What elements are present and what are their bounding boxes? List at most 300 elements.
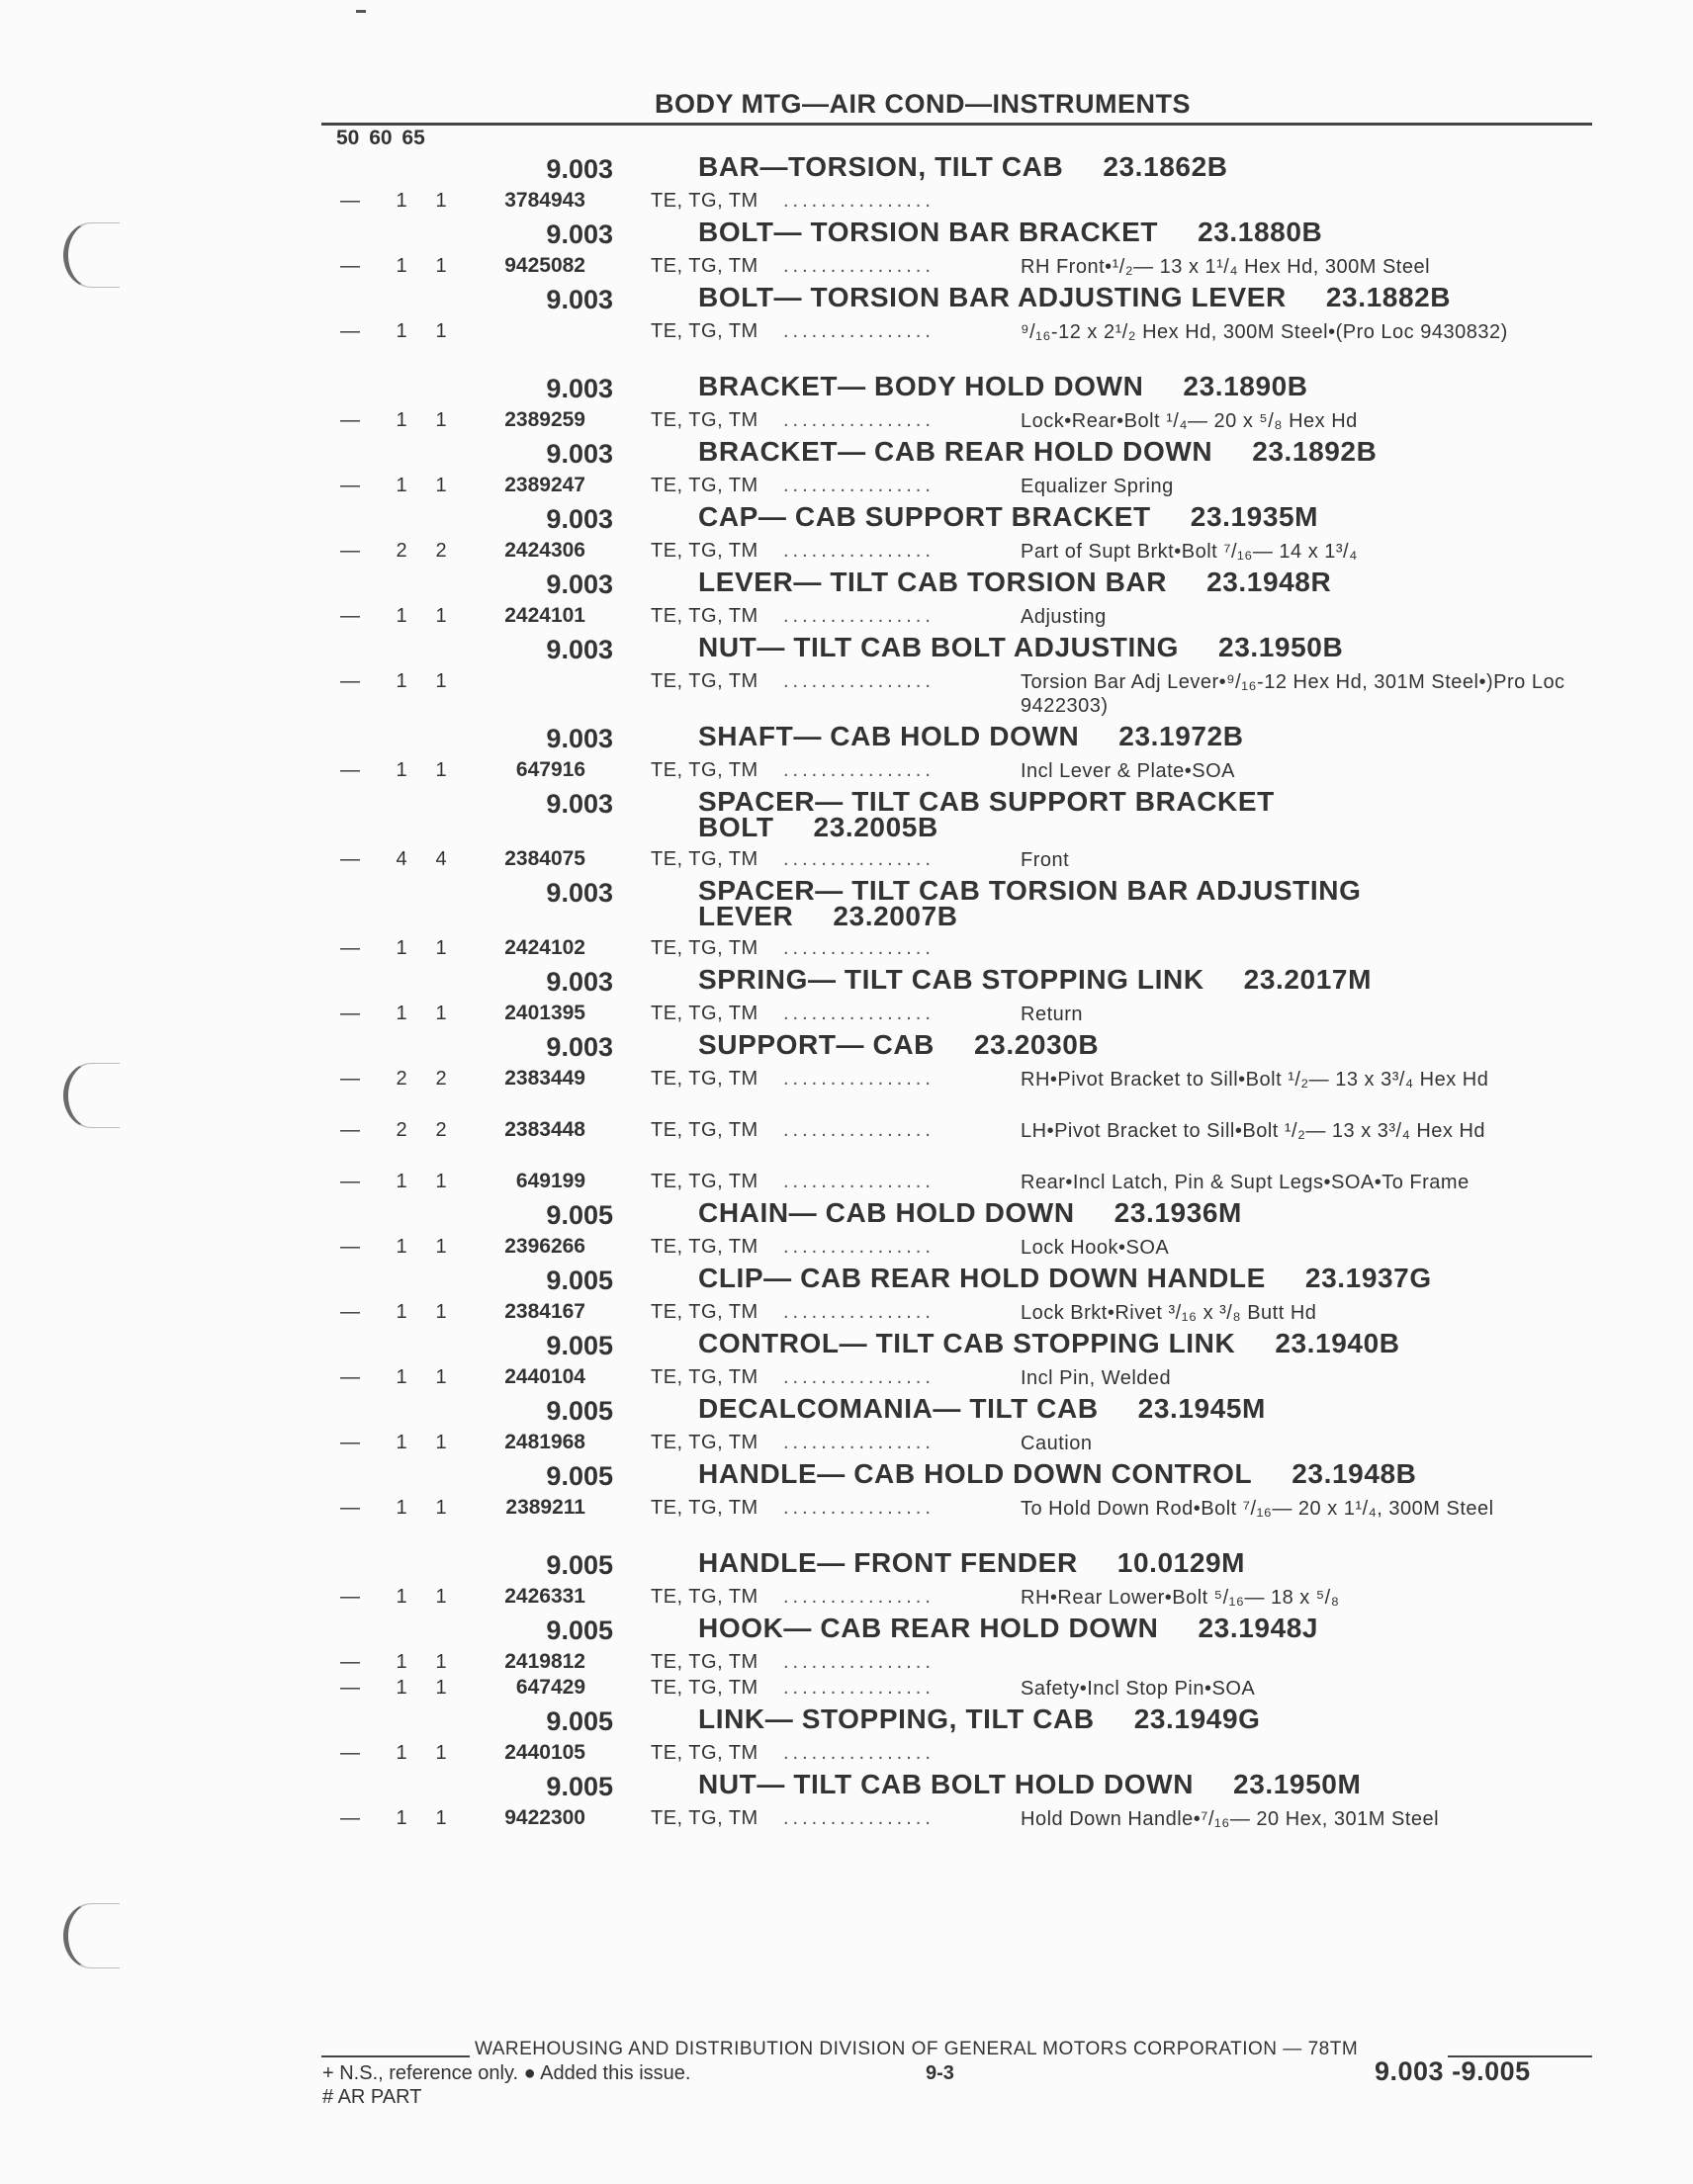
group-ref-number: 23.1880B [1198, 217, 1323, 247]
group-ref-number: 23.2017M [1243, 964, 1372, 995]
part-row [336, 844, 1592, 872]
part-number: 2389259 [504, 408, 585, 431]
group-ref-number: 23.1950B [1218, 632, 1344, 662]
leader-dots: ................ [783, 1677, 935, 1699]
model-codes: TE, TG, TM [651, 1236, 758, 1258]
group-ref-number: 23.1950M [1233, 1769, 1362, 1799]
part-row [336, 405, 1592, 433]
part-number: 2383449 [504, 1067, 585, 1090]
model-codes: TE, TG, TM [651, 255, 758, 277]
group-code: 9.003 [546, 219, 613, 249]
qty-col-65: 1 [435, 1497, 447, 1519]
code-range: 9.003 -9.005 [1375, 2056, 1531, 2086]
qty-col-60: 1 [396, 475, 407, 496]
qty-col-60: 1 [396, 1003, 407, 1024]
model-codes: TE, TG, TM [651, 1497, 758, 1519]
part-description: Caution [1021, 1433, 1093, 1454]
qty-col-65: 1 [435, 605, 447, 627]
group-code: 9.005 [546, 1266, 613, 1295]
qty-col-50: — [340, 1677, 360, 1699]
group-heading [336, 718, 1592, 755]
qty-col-60: 2 [396, 540, 407, 562]
group-heading [336, 629, 1592, 666]
group-ref-number: 23.1948J [1198, 1613, 1319, 1643]
part-row [336, 933, 1592, 961]
group-heading [336, 498, 1592, 536]
page-number: 9-3 [926, 2062, 954, 2084]
part-row [336, 666, 1592, 718]
model-codes: TE, TG, TM [651, 1068, 758, 1090]
group-code: 9.003 [546, 154, 613, 184]
qty-col-60: 1 [396, 1677, 407, 1699]
part-description: Return [1021, 1004, 1084, 1025]
group-heading [336, 564, 1592, 601]
group-ref-number: 23.2007B [833, 901, 958, 931]
group-name [698, 1029, 1559, 1060]
leader-dots: ................ [783, 540, 935, 562]
qty-col-60: 1 [396, 1171, 407, 1192]
part-number: 2419812 [504, 1650, 585, 1673]
group-name-text: SPACER— TILT CAB TORSION BAR ADJUSTING LEVER [698, 875, 1362, 931]
part-number: 2384075 [504, 847, 585, 870]
group-name-text: NUT— TILT CAB BOLT HOLD DOWN [698, 1769, 1195, 1799]
qty-col-60: 1 [396, 190, 407, 212]
part-description: Adjusting [1021, 606, 1107, 628]
part-number: 2383448 [504, 1118, 585, 1141]
part-description: Incl Lever & Plate•SOA [1021, 760, 1235, 782]
qty-col-65: 1 [435, 1171, 447, 1192]
leader-dots: ................ [783, 1586, 935, 1608]
qty-col-65: 1 [435, 190, 447, 212]
group-ref-number: 23.1940B [1275, 1328, 1400, 1358]
binder-hole-middle [63, 1063, 120, 1128]
model-codes: TE, TG, TM [651, 759, 758, 781]
leader-dots: ................ [783, 475, 935, 496]
qty-col-60: 1 [396, 670, 407, 692]
leader-dots: ................ [783, 1651, 935, 1673]
part-row [336, 1115, 1592, 1167]
part-number: 2481968 [504, 1431, 585, 1453]
group-name [698, 1197, 1559, 1228]
group-heading [336, 148, 1592, 186]
model-codes: TE, TG, TM [651, 475, 758, 496]
part-description: Lock•Rear•Bolt ¹/₄— 20 x ⁵/₈ Hex Hd [1021, 410, 1358, 432]
model-codes: TE, TG, TM [651, 1742, 758, 1764]
part-number: 2384167 [504, 1300, 585, 1323]
group-heading [336, 961, 1592, 999]
qty-col-50: — [340, 1432, 360, 1453]
qty-col-60: 2 [396, 1119, 407, 1141]
group-name [698, 1547, 1559, 1578]
group-name [698, 371, 1559, 401]
part-description: RH•Rear Lower•Bolt ⁵/₁₆— 18 x ⁵/₈ [1021, 1587, 1340, 1609]
leader-dots: ................ [783, 759, 935, 781]
qty-col-60: 2 [396, 1068, 407, 1090]
part-description: Hold Down Handle•⁷/₁₆— 20 Hex, 301M Steel [1021, 1808, 1440, 1830]
group-name [698, 1613, 1559, 1643]
part-number: 2401395 [504, 1002, 585, 1024]
model-codes: TE, TG, TM [651, 1301, 758, 1323]
footer-publisher: WAREHOUSING AND DISTRIBUTION DIVISION OF GENERAL MOTORS CORPORATION — 78TM [475, 2039, 1359, 2059]
qty-col-60: 1 [396, 1651, 407, 1673]
leader-dots: ................ [783, 1003, 935, 1024]
part-description: Equalizer Spring [1021, 476, 1174, 497]
group-code: 9.005 [546, 1772, 613, 1801]
leader-dots: ................ [783, 1432, 935, 1453]
group-ref-number: 23.1948R [1206, 567, 1332, 597]
group-ref-number: 23.1937G [1304, 1263, 1432, 1293]
group-name-text: LEVER— TILT CAB TORSION BAR [698, 567, 1168, 597]
qty-col-50: — [340, 1497, 360, 1519]
group-heading [336, 368, 1592, 405]
part-description: Rear•Incl Latch, Pin & Supt Legs•SOA•To Frame [1021, 1172, 1470, 1193]
leader-dots: ................ [783, 190, 935, 212]
leader-dots: ................ [783, 605, 935, 627]
qty-col-60: 1 [396, 759, 407, 781]
group-ref-number: 23.1890B [1183, 371, 1308, 401]
qty-col-65: 2 [435, 540, 447, 562]
group-name [698, 282, 1559, 312]
model-codes: TE, TG, TM [651, 1171, 758, 1192]
group-heading [336, 1260, 1592, 1297]
part-number: 2424306 [504, 539, 585, 562]
group-code: 9.003 [546, 724, 613, 753]
parts-list [336, 148, 1592, 1831]
group-ref-number: 23.1945M [1137, 1393, 1266, 1424]
leader-dots: ................ [783, 1301, 935, 1323]
group-ref-number: 23.1892B [1252, 436, 1378, 467]
group-name [698, 786, 1559, 842]
qty-col-50: — [340, 475, 360, 496]
part-row [336, 536, 1592, 564]
model-codes: TE, TG, TM [651, 1677, 758, 1699]
model-codes: TE, TG, TM [651, 540, 758, 562]
qty-col-65: 1 [435, 1236, 447, 1258]
part-row [336, 186, 1592, 214]
group-code: 9.003 [546, 878, 613, 908]
part-row [336, 1582, 1592, 1610]
qty-col-50: — [340, 1119, 360, 1141]
leader-dots: ................ [783, 670, 935, 692]
model-codes: TE, TG, TM [651, 1119, 758, 1141]
binder-hole-bottom [63, 1903, 120, 1968]
qty-col-50: — [340, 1301, 360, 1323]
qty-col-50: — [340, 320, 360, 342]
group-name [698, 219, 1559, 245]
group-name [698, 501, 1559, 532]
group-ref-number: 23.2005B [813, 812, 938, 842]
qty-col-60: 1 [396, 1742, 407, 1764]
part-number: 2424102 [504, 936, 585, 959]
qty-col-65: 1 [435, 1807, 447, 1829]
qty-col-65: 1 [435, 409, 447, 431]
binder-hole-top [63, 222, 120, 288]
model-codes: TE, TG, TM [651, 1807, 758, 1829]
part-description: Incl Pin, Welded [1021, 1367, 1172, 1389]
group-name [698, 875, 1559, 931]
part-description: Safety•Incl Stop Pin•SOA [1021, 1678, 1256, 1700]
group-name-text: CLIP— CAB REAR HOLD DOWN HANDLE [698, 1263, 1266, 1293]
part-row [336, 1673, 1592, 1701]
series-column-header: 50 60 65 [336, 127, 425, 149]
group-name-text: LINK— STOPPING, TILT CAB [698, 1704, 1095, 1734]
model-codes: TE, TG, TM [651, 1366, 758, 1388]
qty-col-50: — [340, 1742, 360, 1764]
qty-col-50: — [340, 1586, 360, 1608]
group-code: 9.005 [546, 1550, 613, 1580]
group-code: 9.005 [546, 1461, 613, 1491]
group-code: 9.005 [546, 1331, 613, 1360]
model-codes: TE, TG, TM [651, 848, 758, 870]
qty-col-65: 4 [435, 848, 447, 870]
leader-dots: ................ [783, 1497, 935, 1519]
group-heading [336, 1766, 1592, 1803]
leader-dots: ................ [783, 255, 935, 277]
part-description: Torsion Bar Adj Lever•⁹/₁₆-12 Hex Hd, 301M Steel•)Pro Loc 9422303) [1021, 671, 1565, 717]
leader-dots: ................ [783, 1366, 935, 1388]
group-name [698, 436, 1559, 467]
qty-col-60: 1 [396, 409, 407, 431]
group-code: 9.003 [546, 967, 613, 997]
part-number: 3784943 [504, 189, 585, 212]
group-heading [336, 1610, 1592, 1647]
qty-col-50: — [340, 937, 360, 959]
header-rule [321, 123, 1592, 126]
model-codes: TE, TG, TM [651, 1432, 758, 1453]
qty-col-50: — [340, 255, 360, 277]
group-name [698, 1263, 1559, 1293]
part-number: 649199 [515, 1170, 585, 1192]
part-description: ⁹/₁₆-12 x 2¹/₂ Hex Hd, 300M Steel•(Pro Loc 9430832) [1021, 321, 1508, 343]
group-heading [336, 1325, 1592, 1362]
group-code: 9.003 [546, 789, 613, 819]
model-codes: TE, TG, TM [651, 937, 758, 959]
group-name-text: NUT— TILT CAB BOLT ADJUSTING [698, 632, 1180, 662]
leader-dots: ................ [783, 320, 935, 342]
group-ref-number: 23.2030B [974, 1029, 1100, 1060]
qty-col-65: 1 [435, 1301, 447, 1323]
model-codes: TE, TG, TM [651, 1003, 758, 1024]
model-codes: TE, TG, TM [651, 409, 758, 431]
model-codes: TE, TG, TM [651, 1651, 758, 1673]
qty-col-65: 1 [435, 1432, 447, 1453]
group-name [698, 1328, 1559, 1358]
group-code: 9.005 [546, 1396, 613, 1426]
group-heading [336, 1194, 1592, 1232]
part-description: Lock Brkt•Rivet ³/₁₆ x ³/₈ Butt Hd [1021, 1302, 1317, 1324]
group-name-text: BAR—TORSION, TILT CAB [698, 151, 1064, 182]
qty-col-50: — [340, 190, 360, 212]
qty-col-65: 1 [435, 1742, 447, 1764]
leader-dots: ................ [783, 1236, 935, 1258]
part-row [336, 471, 1592, 498]
group-name-text: CAP— CAB SUPPORT BRACKET [698, 501, 1151, 532]
group-name-text: HOOK— CAB REAR HOLD DOWN [698, 1613, 1159, 1643]
group-heading [336, 279, 1592, 316]
qty-col-60: 1 [396, 1236, 407, 1258]
group-name-text: CONTROL— TILT CAB STOPPING LINK [698, 1328, 1236, 1358]
group-heading [336, 1701, 1592, 1738]
group-name-text: DECALCOMANIA— TILT CAB [698, 1393, 1099, 1424]
qty-col-65: 1 [435, 937, 447, 959]
group-code: 9.003 [546, 569, 613, 599]
qty-col-50: — [340, 605, 360, 627]
group-code: 9.003 [546, 374, 613, 403]
qty-col-50: — [340, 1807, 360, 1829]
part-number: 647916 [515, 758, 585, 781]
qty-col-60: 1 [396, 1807, 407, 1829]
group-name-text: HANDLE— CAB HOLD DOWN CONTROL [698, 1458, 1253, 1489]
qty-col-60: 1 [396, 1366, 407, 1388]
part-row [336, 251, 1592, 279]
part-number: 2426331 [504, 1585, 585, 1608]
part-row [336, 1493, 1592, 1544]
qty-col-60: 1 [396, 320, 407, 342]
group-ref-number: 23.1935M [1190, 501, 1319, 532]
qty-col-60: 1 [396, 937, 407, 959]
part-row [336, 1064, 1592, 1115]
qty-col-60: 1 [396, 255, 407, 277]
group-heading [336, 214, 1592, 251]
qty-col-65: 1 [435, 1651, 447, 1673]
part-number: 2389247 [504, 474, 585, 496]
group-name [698, 569, 1559, 595]
qty-col-60: 1 [396, 1301, 407, 1323]
qty-col-50: — [340, 1236, 360, 1258]
qty-col-65: 1 [435, 475, 447, 496]
group-name-text: SPRING— TILT CAB STOPPING LINK [698, 964, 1204, 995]
leader-dots: ................ [783, 1171, 935, 1192]
qty-col-65: 2 [435, 1068, 447, 1090]
group-name-text: SUPPORT— CAB [698, 1029, 935, 1060]
group-name-text: CHAIN— CAB HOLD DOWN [698, 1197, 1075, 1228]
qty-col-65: 1 [435, 670, 447, 692]
part-row [336, 755, 1592, 783]
part-row [336, 1362, 1592, 1390]
leader-dots: ................ [783, 409, 935, 431]
footer-legend-ns: + N.S., reference only. ● Added this issue. [322, 2062, 691, 2084]
part-number: 2440104 [504, 1365, 585, 1388]
group-code: 9.003 [546, 504, 613, 534]
group-code: 9.003 [546, 439, 613, 469]
group-code: 9.005 [546, 1200, 613, 1230]
footer-legend-ar: # AR PART [322, 2086, 422, 2108]
qty-col-50: — [340, 1651, 360, 1673]
model-codes: TE, TG, TM [651, 605, 758, 627]
leader-dots: ................ [783, 1742, 935, 1764]
part-row [336, 1803, 1592, 1831]
qty-col-50: — [340, 1068, 360, 1090]
group-heading [336, 1544, 1592, 1582]
group-code: 9.005 [546, 1706, 613, 1736]
part-description: RH•Pivot Bracket to Sill•Bolt ¹/₂— 13 x 3³/₄ Hex Hd [1021, 1069, 1489, 1091]
qty-col-50: — [340, 1171, 360, 1192]
group-code: 9.003 [546, 1032, 613, 1062]
group-heading [336, 1026, 1592, 1064]
group-name [698, 1769, 1559, 1799]
part-number: 9425082 [504, 254, 585, 277]
qty-col-65: 2 [435, 1119, 447, 1141]
group-name-text: BOLT— TORSION BAR ADJUSTING LEVER [698, 282, 1287, 312]
group-ref-number: 10.0129M [1116, 1547, 1246, 1578]
part-row [336, 1167, 1592, 1194]
part-number: 2440105 [504, 1741, 585, 1764]
top-tick-mark [356, 10, 366, 13]
group-name [698, 721, 1559, 751]
model-codes: TE, TG, TM [651, 320, 758, 342]
qty-col-65: 1 [435, 1586, 447, 1608]
model-codes: TE, TG, TM [651, 190, 758, 212]
part-number: 9422300 [504, 1806, 585, 1829]
leader-dots: ................ [783, 1119, 935, 1141]
part-description: Part of Supt Brkt•Bolt ⁷/₁₆— 14 x 1³/₄ [1021, 541, 1358, 563]
model-codes: TE, TG, TM [651, 1586, 758, 1608]
group-name [698, 151, 1559, 182]
group-name-text: HANDLE— FRONT FENDER [698, 1547, 1078, 1578]
part-row [336, 316, 1592, 368]
model-codes: TE, TG, TM [651, 670, 758, 692]
qty-col-60: 4 [396, 848, 407, 870]
group-name [698, 1458, 1559, 1489]
part-description: Lock Hook•SOA [1021, 1237, 1170, 1259]
part-row [336, 1428, 1592, 1455]
leader-dots: ................ [783, 1807, 935, 1829]
qty-col-50: — [340, 1003, 360, 1024]
qty-col-60: 1 [396, 1432, 407, 1453]
group-ref-number: 23.1862B [1103, 151, 1228, 182]
group-code: 9.003 [546, 635, 613, 664]
part-row [336, 1647, 1592, 1673]
page-title: BODY MTG—AIR COND—INSTRUMENTS [655, 89, 1192, 119]
group-ref-number: 23.1949G [1133, 1704, 1261, 1734]
part-number: 2389211 [505, 1496, 585, 1519]
group-name [698, 1706, 1559, 1732]
group-name [698, 1393, 1559, 1424]
part-row [336, 1232, 1592, 1260]
qty-col-50: — [340, 759, 360, 781]
footer-rule-left [321, 2055, 470, 2057]
group-heading [336, 433, 1592, 471]
part-number: 647429 [515, 1676, 585, 1699]
group-ref-number: 23.1882B [1325, 282, 1452, 312]
group-name-text: SHAFT— CAB HOLD DOWN [698, 721, 1080, 751]
group-code: 9.003 [546, 285, 613, 314]
part-row [336, 601, 1592, 629]
qty-col-60: 1 [396, 1586, 407, 1608]
group-name [698, 632, 1559, 662]
part-description: To Hold Down Rod•Bolt ⁷/₁₆— 20 x 1¹/₄, 300M Steel [1021, 1498, 1494, 1520]
group-ref-number: 23.1948B [1292, 1458, 1417, 1489]
qty-col-65: 1 [435, 759, 447, 781]
group-ref-number: 23.1972B [1118, 721, 1244, 751]
qty-col-65: 1 [435, 255, 447, 277]
group-name-text: SPACER— TILT CAB SUPPORT BRACKET BOLT [698, 786, 1275, 842]
part-number: 2396266 [504, 1235, 585, 1258]
group-ref-number: 23.1936M [1114, 1197, 1242, 1228]
part-row [336, 999, 1592, 1026]
group-heading [336, 1455, 1592, 1493]
group-name [698, 964, 1559, 995]
group-name-text: BRACKET— CAB REAR HOLD DOWN [698, 436, 1213, 467]
qty-col-60: 1 [396, 1497, 407, 1519]
part-description: Front [1021, 849, 1070, 871]
qty-col-65: 1 [435, 1003, 447, 1024]
group-heading [336, 872, 1592, 933]
qty-col-50: — [340, 670, 360, 692]
part-description: LH•Pivot Bracket to Sill•Bolt ¹/₂— 13 x 3³/₄ Hex Hd [1021, 1120, 1486, 1142]
group-heading [336, 1390, 1592, 1428]
qty-col-60: 1 [396, 605, 407, 627]
